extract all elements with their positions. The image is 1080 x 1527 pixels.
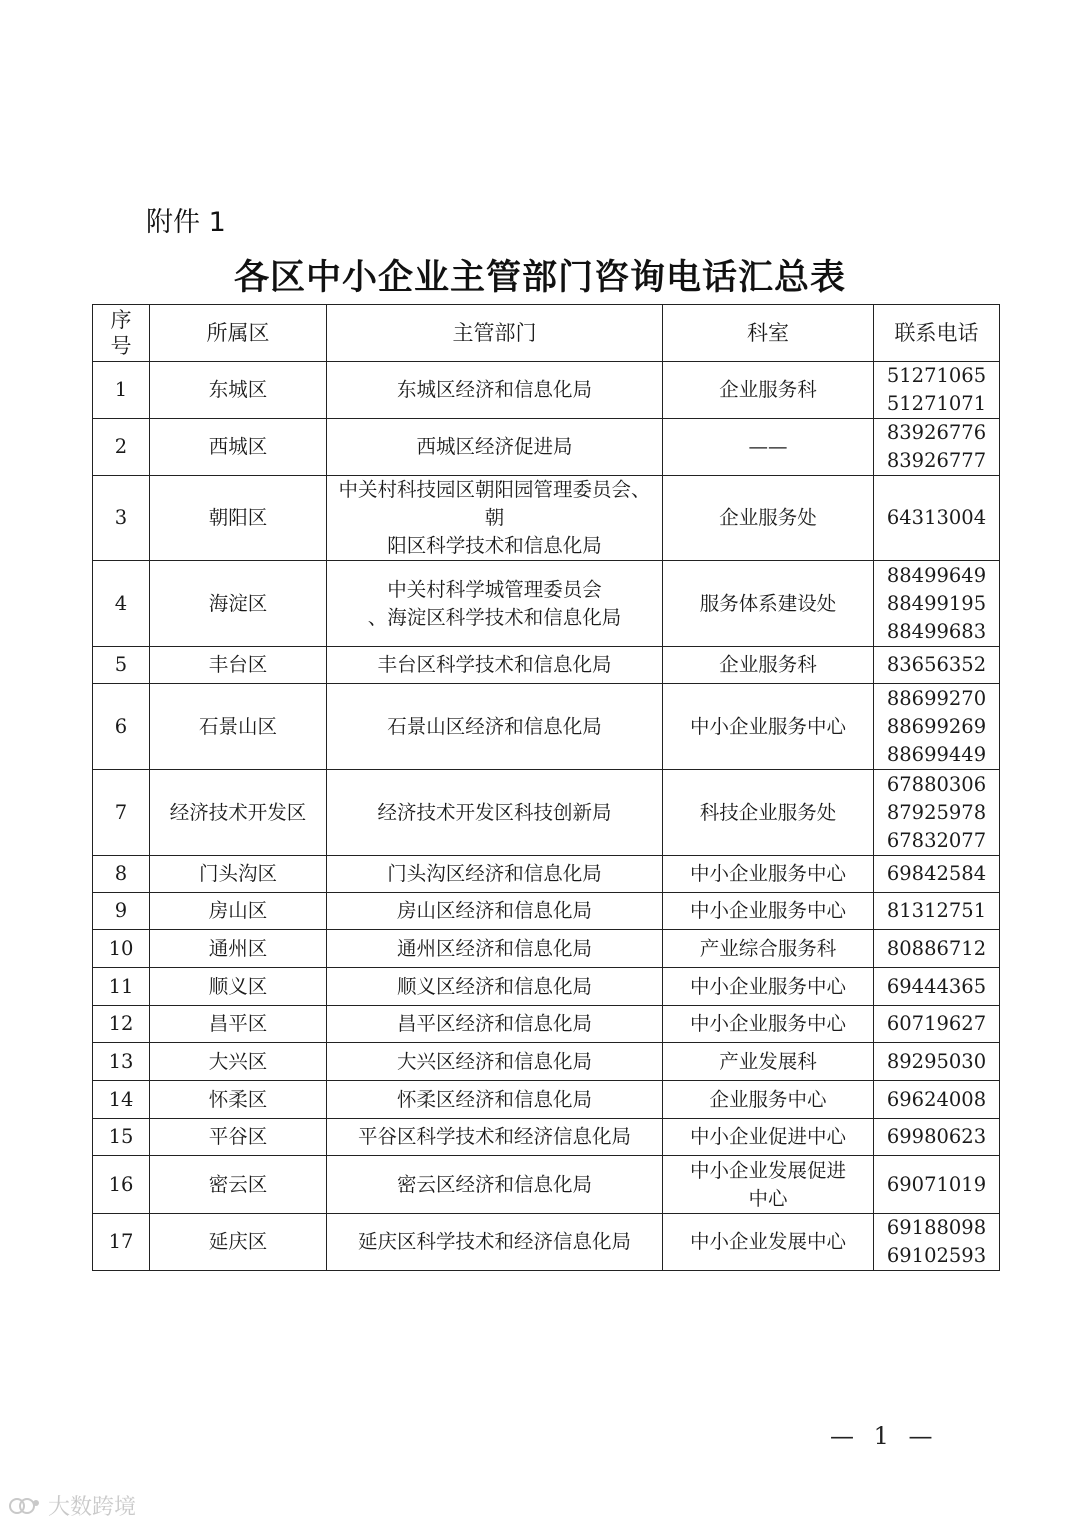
page-number: — 1 — bbox=[830, 1422, 939, 1450]
header-phone: 联系电话 bbox=[874, 305, 1000, 362]
header-index-label: 序 号 bbox=[110, 308, 132, 358]
table-row bbox=[93, 647, 1000, 684]
row-department: 平谷区科学技术和经济信息化局 bbox=[327, 1119, 663, 1156]
phone-number: 87925978 bbox=[886, 800, 987, 824]
row-index: 17 bbox=[93, 1214, 150, 1271]
row-phones bbox=[874, 1119, 1000, 1156]
row-phones bbox=[874, 968, 1000, 1006]
table-row bbox=[93, 476, 1000, 561]
table-row bbox=[93, 1214, 1000, 1271]
row-department: 中关村科学城管理委员会 、海淀区科学技术和信息化局 bbox=[327, 561, 663, 647]
contact-table bbox=[92, 304, 1000, 1271]
row-district: 平谷区 bbox=[150, 1119, 327, 1156]
row-phones bbox=[874, 647, 1000, 684]
row-phones bbox=[874, 1006, 1000, 1043]
row-phones bbox=[874, 856, 1000, 893]
phone-number: 69102593 bbox=[886, 1244, 987, 1267]
row-district: 石景山区 bbox=[150, 684, 327, 770]
row-department: 大兴区经济和信息化局 bbox=[327, 1043, 663, 1081]
row-district: 经济技术开发区 bbox=[150, 770, 327, 856]
table-row bbox=[93, 1081, 1000, 1119]
row-office: 企业服务科 bbox=[663, 362, 874, 419]
phone-number: 88499649 bbox=[886, 563, 987, 587]
table-row bbox=[93, 684, 1000, 770]
row-district: 房山区 bbox=[150, 893, 327, 930]
row-index: 8 bbox=[93, 856, 150, 893]
row-district: 朝阳区 bbox=[150, 476, 327, 561]
row-phones bbox=[874, 1043, 1000, 1081]
row-index: 14 bbox=[93, 1081, 150, 1119]
row-index: 3 bbox=[93, 476, 150, 561]
row-phones bbox=[874, 561, 1000, 647]
phone-number: 64313004 bbox=[886, 506, 987, 529]
row-district: 顺义区 bbox=[150, 968, 327, 1006]
row-department: 密云区经济和信息化局 bbox=[327, 1156, 663, 1214]
phone-number: 67880306 bbox=[886, 772, 987, 796]
row-index: 15 bbox=[93, 1119, 150, 1156]
row-district: 昌平区 bbox=[150, 1006, 327, 1043]
row-district: 丰台区 bbox=[150, 647, 327, 684]
table-row bbox=[93, 1006, 1000, 1043]
table-row bbox=[93, 930, 1000, 968]
phone-number: 88699269 bbox=[886, 714, 987, 738]
phone-number: 69842584 bbox=[886, 862, 987, 885]
row-office: 中小企业服务中心 bbox=[663, 1006, 874, 1043]
row-office: —— bbox=[663, 419, 874, 476]
row-office: 中小企业发展中心 bbox=[663, 1214, 874, 1271]
row-department: 门头沟区经济和信息化局 bbox=[327, 856, 663, 893]
row-department: 昌平区经济和信息化局 bbox=[327, 1006, 663, 1043]
phone-number: 51271065 bbox=[886, 364, 987, 387]
table-row bbox=[93, 968, 1000, 1006]
row-index: 5 bbox=[93, 647, 150, 684]
row-department: 通州区经济和信息化局 bbox=[327, 930, 663, 968]
phone-number: 83926776 bbox=[886, 421, 987, 444]
row-district: 门头沟区 bbox=[150, 856, 327, 893]
row-office: 中小企业服务中心 bbox=[663, 968, 874, 1006]
row-phones bbox=[874, 1156, 1000, 1214]
row-office: 企业服务处 bbox=[663, 476, 874, 561]
row-office: 企业服务科 bbox=[663, 647, 874, 684]
phone-number: 88499195 bbox=[886, 591, 987, 615]
row-department: 延庆区科学技术和经济信息化局 bbox=[327, 1214, 663, 1271]
table-row bbox=[93, 893, 1000, 930]
row-department: 房山区经济和信息化局 bbox=[327, 893, 663, 930]
row-district: 密云区 bbox=[150, 1156, 327, 1214]
table-row bbox=[93, 561, 1000, 647]
row-phones bbox=[874, 684, 1000, 770]
row-phones bbox=[874, 930, 1000, 968]
row-district: 大兴区 bbox=[150, 1043, 327, 1081]
row-department: 东城区经济和信息化局 bbox=[327, 362, 663, 419]
watermark bbox=[8, 1490, 136, 1521]
watermark-text: 大数跨境 bbox=[48, 1495, 137, 1520]
row-index: 7 bbox=[93, 770, 150, 856]
row-index: 6 bbox=[93, 684, 150, 770]
phone-number: 88699270 bbox=[886, 686, 987, 710]
phone-number: 81312751 bbox=[886, 899, 987, 922]
page-title: 各区中小企业主管部门咨询电话汇总表 bbox=[233, 258, 846, 298]
phone-number: 69980623 bbox=[886, 1125, 987, 1148]
row-department: 丰台区科学技术和信息化局 bbox=[327, 647, 663, 684]
table-row bbox=[93, 419, 1000, 476]
row-office: 企业服务中心 bbox=[663, 1081, 874, 1119]
row-index: 13 bbox=[93, 1043, 150, 1081]
table-row bbox=[93, 362, 1000, 419]
phone-number: 88499683 bbox=[886, 619, 987, 643]
row-district: 海淀区 bbox=[150, 561, 327, 647]
row-department: 顺义区经济和信息化局 bbox=[327, 968, 663, 1006]
table-row bbox=[93, 1119, 1000, 1156]
phone-number: 69071019 bbox=[886, 1172, 987, 1196]
row-office: 服务体系建设处 bbox=[663, 561, 874, 647]
row-district: 延庆区 bbox=[150, 1214, 327, 1271]
table-row bbox=[93, 770, 1000, 856]
row-index: 11 bbox=[93, 968, 150, 1006]
row-district: 通州区 bbox=[150, 930, 327, 968]
row-phones bbox=[874, 362, 1000, 419]
header-district: 所属区 bbox=[150, 305, 327, 362]
row-office: 产业综合服务科 bbox=[663, 930, 874, 968]
row-office: 中小企业服务中心 bbox=[663, 856, 874, 893]
row-office: 产业发展科 bbox=[663, 1043, 874, 1081]
row-department: 经济技术开发区科技创新局 bbox=[327, 770, 663, 856]
phone-number: 89295030 bbox=[886, 1049, 987, 1073]
header-office: 科室 bbox=[663, 305, 874, 362]
row-district: 东城区 bbox=[150, 362, 327, 419]
row-index: 10 bbox=[93, 930, 150, 968]
row-phones bbox=[874, 893, 1000, 930]
phone-number: 60719627 bbox=[886, 1012, 987, 1035]
row-phones bbox=[874, 770, 1000, 856]
row-index: 9 bbox=[93, 893, 150, 930]
phone-number: 69188098 bbox=[886, 1216, 987, 1239]
row-office: 中小企业服务中心 bbox=[663, 893, 874, 930]
row-index: 1 bbox=[93, 362, 150, 419]
row-index: 12 bbox=[93, 1006, 150, 1043]
row-phones bbox=[874, 419, 1000, 476]
attachment-label: 附件 1 bbox=[146, 207, 226, 238]
row-index: 16 bbox=[93, 1156, 150, 1214]
row-department: 西城区经济促进局 bbox=[327, 419, 663, 476]
phone-number: 83656352 bbox=[886, 653, 987, 676]
phone-number: 67832077 bbox=[886, 828, 987, 852]
phone-number: 51271071 bbox=[886, 392, 987, 415]
row-index: 4 bbox=[93, 561, 150, 647]
row-office: 中小企业发展促进 中心 bbox=[663, 1156, 874, 1214]
row-department: 怀柔区经济和信息化局 bbox=[327, 1081, 663, 1119]
row-district: 西城区 bbox=[150, 419, 327, 476]
row-index: 2 bbox=[93, 419, 150, 476]
phone-number: 69624008 bbox=[886, 1087, 987, 1111]
row-department: 石景山区经济和信息化局 bbox=[327, 684, 663, 770]
row-department: 中关村科技园区朝阳园管理委员会、朝 阳区科学技术和信息化局 bbox=[327, 476, 663, 561]
watermark-logo-icon bbox=[8, 1495, 42, 1517]
row-office: 科技企业服务处 bbox=[663, 770, 874, 856]
row-phones bbox=[874, 1081, 1000, 1119]
table-header-row bbox=[93, 305, 1000, 362]
header-index bbox=[93, 305, 150, 362]
table-row bbox=[93, 1043, 1000, 1081]
phone-number: 69444365 bbox=[886, 974, 987, 998]
table-row bbox=[93, 856, 1000, 893]
row-phones bbox=[874, 476, 1000, 561]
phone-number: 83926777 bbox=[886, 449, 987, 472]
row-office: 中小企业服务中心 bbox=[663, 684, 874, 770]
phone-number: 80886712 bbox=[886, 936, 987, 960]
header-department: 主管部门 bbox=[327, 305, 663, 362]
row-office: 中小企业促进中心 bbox=[663, 1119, 874, 1156]
row-district: 怀柔区 bbox=[150, 1081, 327, 1119]
row-phones bbox=[874, 1214, 1000, 1271]
table-row bbox=[93, 1156, 1000, 1214]
phone-number: 88699449 bbox=[886, 742, 987, 766]
